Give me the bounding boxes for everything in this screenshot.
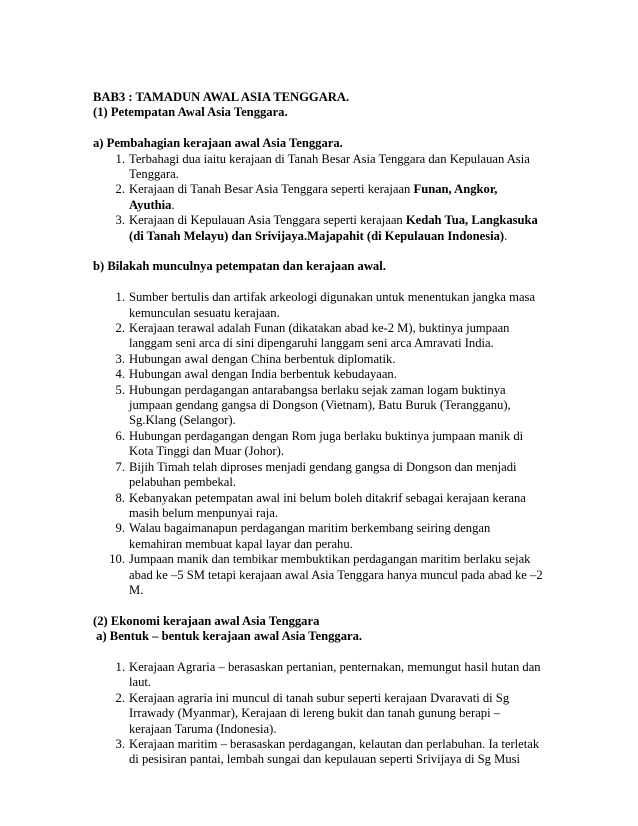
chapter-title: BAB3 : TAMADUN AWAL ASIA TENGGARA.: [93, 90, 350, 104]
section-2a-heading: a) Bentuk – bentuk kerajaan awal Asia Tenggara.: [93, 629, 363, 644]
list-item: 2. Kerajaan terawal adalah Funan (dikatakan abad ke-2 M), buktinya jumpaan langgam seni arca di sini dipengaruhi langgam seni arca Amravati India.: [115, 321, 510, 351]
list-item: 3. Kerajaan maritim – berasaskan perdagangan, kelautan dan perlabuhan. Ia terletak di pesisiran pantai, lembah sungai dan kepulauan seperti Srivijaya di Sg Musi: [115, 736, 540, 767]
list-item: 9. Walau bagaimanapun perdagangan maritim berkembang seiring dengan kemahiran membuat kapal layar dan perahu.: [115, 521, 491, 551]
section-2-heading: (2) Ekonomi kerajaan awal Asia Tenggara: [93, 613, 320, 628]
section-1a-list: [93, 152, 563, 244]
section-1a-heading: a) Pembahagian kerajaan awal Asia Tenggara.: [93, 136, 343, 151]
list-item: 7. Bijih Timah telah diproses menjadi gendang gangsa di Dongson dan menjadi pelabuhan pembekal.: [115, 459, 517, 490]
section-2a-list: [93, 660, 563, 768]
list-item: 1. Kerajaan Agraria – berasaskan pertanian, penternakan, memungut hasil hutan dan laut.: [115, 659, 541, 690]
list-item: 3. Hubungan awal dengan China berbentuk diplomatik.: [115, 351, 396, 366]
list-item: 1. Sumber bertulis dan artifak arkeologi digunakan untuk menentukan jangka masa kemunculan sesuatu kerajaan.: [115, 290, 536, 320]
list-item: 10. Jumpaan manik dan tembikar membuktikan perdagangan maritim berlaku sejak abad ke –5 SM tetapi kerajaan awal Asia Tenggara hanya muncul pada abad ke –2 M.: [109, 552, 543, 597]
list-item: 1. Terbahagi dua iaitu kerajaan di Tanah Besar Asia Tenggara dan Kepulauan Asia Tenggara.: [115, 151, 530, 182]
document-body: [93, 90, 563, 768]
list-item: 2. Kerajaan di Tanah Besar Asia Tenggara seperti kerajaan Funan, Angkor, Ayuthia.: [115, 182, 498, 212]
list-item: 2. Kerajaan agraria ini muncul di tanah subur seperti kerajaan Dvaravati di Sg Irrawady (Myanmar), Kerajaan di lereng bukit dan tanah gunung berapi – kerajaan Taruma (Indonesia).: [115, 690, 510, 736]
list-item: 6. Hubungan perdagangan dengan Rom juga berlaku buktinya jumpaan manik di Kota Tinggi dan Muar (Johor).: [115, 428, 524, 459]
list-item: 5. Hubungan perdagangan antarabangsa berlaku sejak zaman logam buktinya jumpaan gendang gangsa di Dongson (Vietnam), Batu Buruk (Terangganu), Sg.Klang (Selangor).: [115, 382, 511, 428]
list-item: 3. Kerajaan di Kepulauan Asia Tenggara seperti kerajaan Kedah Tua, Langkasuka (di Tanah Melayu) dan Srivijaya.Majapahit (di Kepulauan Indonesia).: [115, 213, 538, 243]
section-1b-heading: b) Bilakah munculnya petempatan dan kerajaan awal.: [93, 259, 386, 274]
list-item: 4. Hubungan awal dengan India berbentuk kebudayaan.: [115, 367, 397, 382]
section-1b-list: [93, 290, 563, 598]
list-item: 8. Kebanyakan petempatan awal ini belum boleh ditakrif sebagai kerajaan kerana masih belum menpunyai raja.: [115, 490, 526, 520]
section-1-heading: (1) Petempatan Awal Asia Tenggara.: [93, 105, 288, 120]
